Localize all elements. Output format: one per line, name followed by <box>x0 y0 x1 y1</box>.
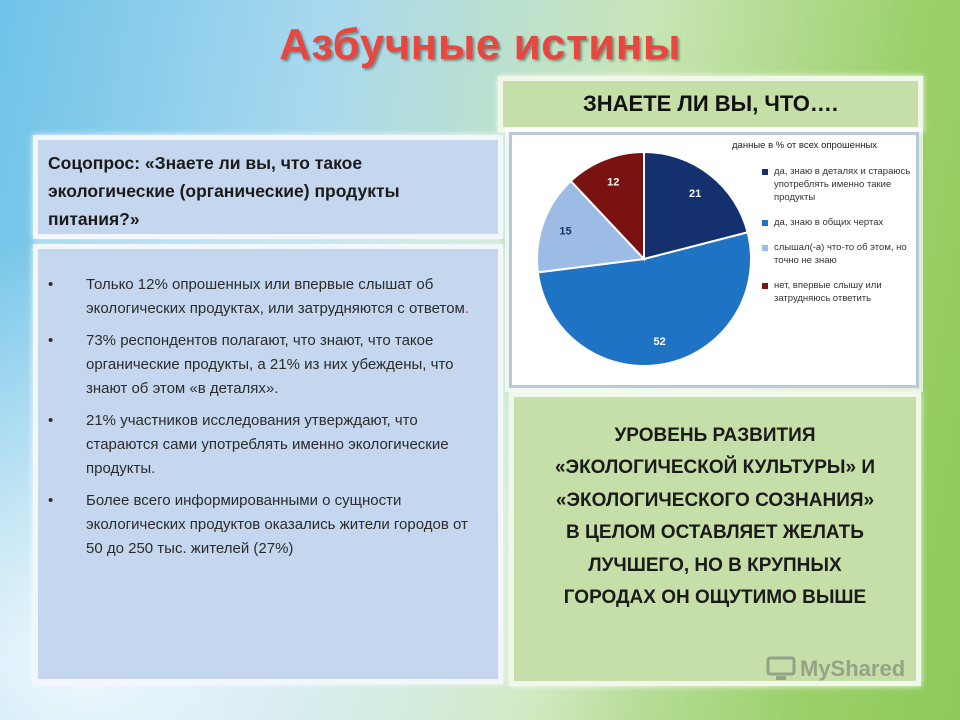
bullet-marker: • <box>48 492 54 509</box>
finding-text: Более всего информированными о сущности экологических продуктов оказались жители городов от 50 до 250 тыс. жителей (27%) <box>86 492 468 557</box>
legend-swatch <box>762 220 768 226</box>
pie-chart-panel <box>509 132 919 388</box>
finding-item <box>48 329 484 401</box>
finding-item <box>48 409 484 481</box>
legend-item <box>762 279 912 305</box>
pie-slice-label: 52 <box>653 335 666 348</box>
legend-item <box>762 216 912 229</box>
finding-item <box>48 489 484 561</box>
watermark-logo-icon <box>766 656 796 682</box>
pie-slice-label: 15 <box>559 225 572 238</box>
finding-text: 73% респондентов полагают, что знают, что такое органические продукты, а 21% из них убеждены, что знают об этом «в деталях». <box>86 332 454 397</box>
legend-swatch <box>762 169 768 175</box>
watermark-text: MyShared <box>800 656 906 681</box>
watermark <box>766 656 905 682</box>
legend-label: да, знаю в деталях и стараюсь употреблять именно такие продукты <box>774 166 911 203</box>
legend-title: данные в % от всех опрошенных <box>732 140 878 151</box>
know-header: ЗНАЕТЕ ЛИ ВЫ, ЧТО…. <box>498 76 923 132</box>
pie-slice-label: 21 <box>689 188 702 201</box>
legend-label: да, знаю в общих чертах <box>774 217 884 228</box>
legend-swatch <box>762 283 768 289</box>
survey-question: Соцопрос: «Знаете ли вы, что такое экологические (органические) продукты питания?» <box>33 135 503 239</box>
legend-item <box>762 241 912 267</box>
legend-label: нет, впервые слышу или затрудняюсь ответить <box>774 280 882 304</box>
legend-item <box>762 165 912 204</box>
finding-item <box>48 273 484 321</box>
finding-end-mark: . <box>464 300 470 317</box>
legend-label: слышал(-а) что-то об этом, но точно не знаю <box>774 242 907 266</box>
culture-level-text: УРОВЕНЬ РАЗВИТИЯ «ЭКОЛОГИЧЕСКОЙ КУЛЬТУРЫ» И «ЭКОЛОГИЧЕСКОГО СОЗНАНИЯ» В ЦЕЛОМ ОСТАВЛЯЕТ ЖЕЛАТЬ ЛУЧШЕГО, НО В КРУПНЫХ ГОРОДАХ ОН ОЩУТИМО ВЫШЕ <box>554 424 875 608</box>
bullet-marker: • <box>48 276 54 293</box>
culture-level-panel <box>509 392 921 686</box>
bullet-marker: • <box>48 412 54 429</box>
slide-title: Азбучные истины <box>279 20 681 69</box>
bullet-marker: • <box>48 332 54 349</box>
pie-chart <box>512 135 762 385</box>
survey-findings-panel <box>33 244 503 684</box>
finding-text: Только 12% опрошенных или впервые слышат об экологических продуктах, или затрудняются с ответом <box>86 276 465 317</box>
findings-list <box>48 273 484 561</box>
finding-text: 21% участников исследования утверждают, что стараются сами употреблять именно экологические продукты. <box>86 412 449 477</box>
legend-swatch <box>762 245 768 251</box>
pie-slice-label: 12 <box>607 176 620 189</box>
chart-legend <box>762 165 912 317</box>
